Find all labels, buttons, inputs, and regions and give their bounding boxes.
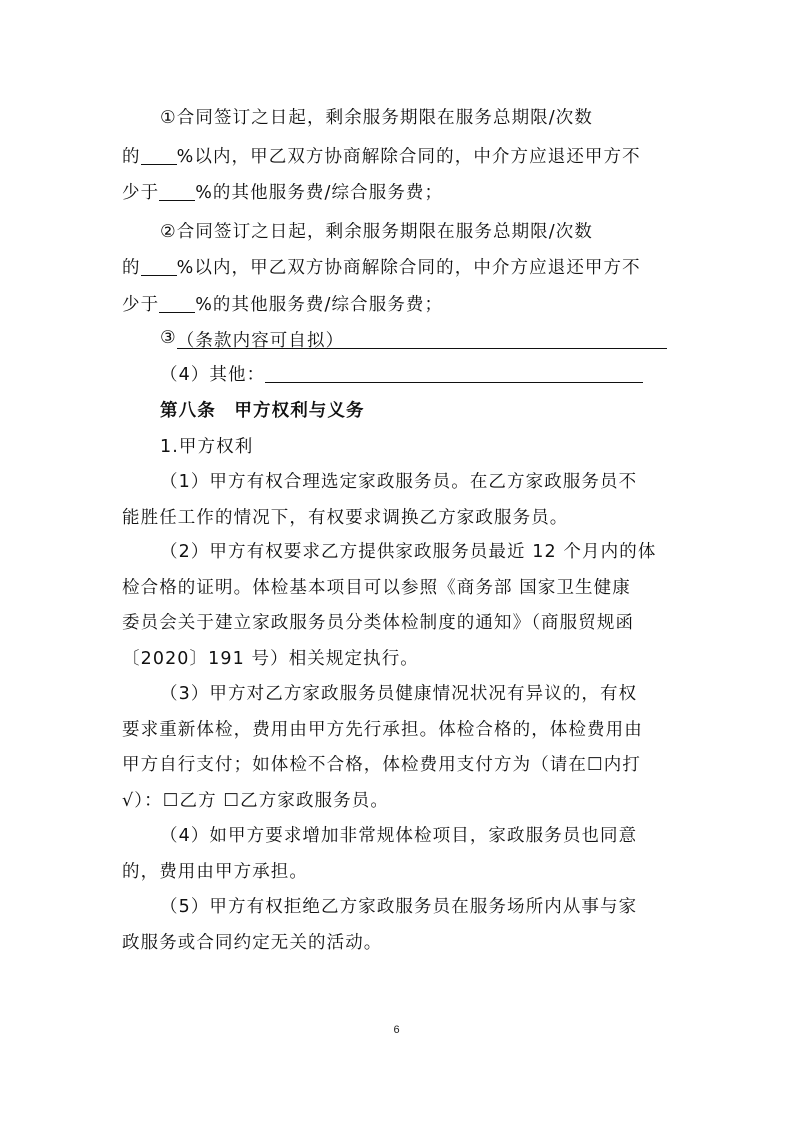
- right-3-line-1: （3）甲方对乙方家政服务员健康情况状况有异议的，有权: [160, 684, 638, 704]
- right-2-line-2: 检合格的证明。体检基本项目可以参照《商务部 国家卫生健康: [122, 578, 631, 598]
- clause-2-line-1: ②合同签订之日起，剩余服务期限在服务总期限/次数: [160, 222, 593, 242]
- clause-2-line-2: 的 %以内，甲乙双方协商解除合同的，中介方应退还甲方不: [122, 258, 641, 278]
- fill-blank[interactable]: [141, 146, 177, 165]
- other-field[interactable]: [265, 362, 643, 383]
- right-1-line-2: 能胜任工作的情况下，有权要求调换乙方家政服务员。: [122, 508, 569, 528]
- clause-1-line-3: 少于 %的其他服务费/综合服务费；: [122, 183, 444, 203]
- article-8-heading: 第八条 甲方权利与义务: [160, 401, 365, 421]
- clause-1-line-1: ①合同签订之日起，剩余服务期限在服务总期限/次数: [160, 108, 593, 128]
- fill-blank[interactable]: [159, 182, 195, 201]
- right-1-line-1: （1）甲方有权合理选定家政服务员。在乙方家政服务员不: [160, 472, 638, 492]
- right-3-line-4: √）：☐乙方 ☐乙方家政服务员。: [122, 791, 389, 811]
- clause-4-line: （4）其他：: [160, 362, 678, 388]
- right-4-line-1: （4）如甲方要求增加非常规体检项目，家政服务员也同意: [160, 826, 638, 846]
- clause-1-line-2: 的 %以内，甲乙双方协商解除合同的，中介方应退还甲方不: [122, 147, 641, 167]
- right-2-line-4: 〔2020〕191 号）相关规定执行。: [122, 649, 419, 669]
- right-3-line-3: 甲方自行支付；如体检不合格，体检费用支付方为（请在☐内打: [122, 755, 641, 775]
- right-3-line-2: 要求重新体检，费用由甲方先行承担。体检合格的，体检费用由: [122, 720, 643, 740]
- fill-blank[interactable]: [159, 294, 195, 313]
- page-number: 6: [393, 1024, 400, 1036]
- rights-subheading: 1.甲方权利: [160, 437, 254, 457]
- right-4-line-2: 的，费用由甲方承担。: [122, 862, 308, 882]
- right-2-line-3: 委员会关于建立家政服务员分类体检制度的通知》（商服贸规函: [122, 613, 635, 633]
- right-5-line-1: （5）甲方有权拒绝乙方家政服务员在服务场所内从事与家: [160, 897, 638, 917]
- clause-2-line-3: 少于 %的其他服务费/综合服务费；: [122, 295, 444, 315]
- clause-3-line: ③（条款内容可自拟）: [160, 325, 678, 351]
- right-5-line-2: 政服务或合同约定无关的活动。: [122, 933, 383, 953]
- fill-blank[interactable]: [141, 257, 177, 276]
- right-2-line-1: （2）甲方有权要求乙方提供家政服务员最近 12 个月内的体: [160, 542, 657, 562]
- custom-clause-field[interactable]: （条款内容可自拟）: [177, 328, 667, 349]
